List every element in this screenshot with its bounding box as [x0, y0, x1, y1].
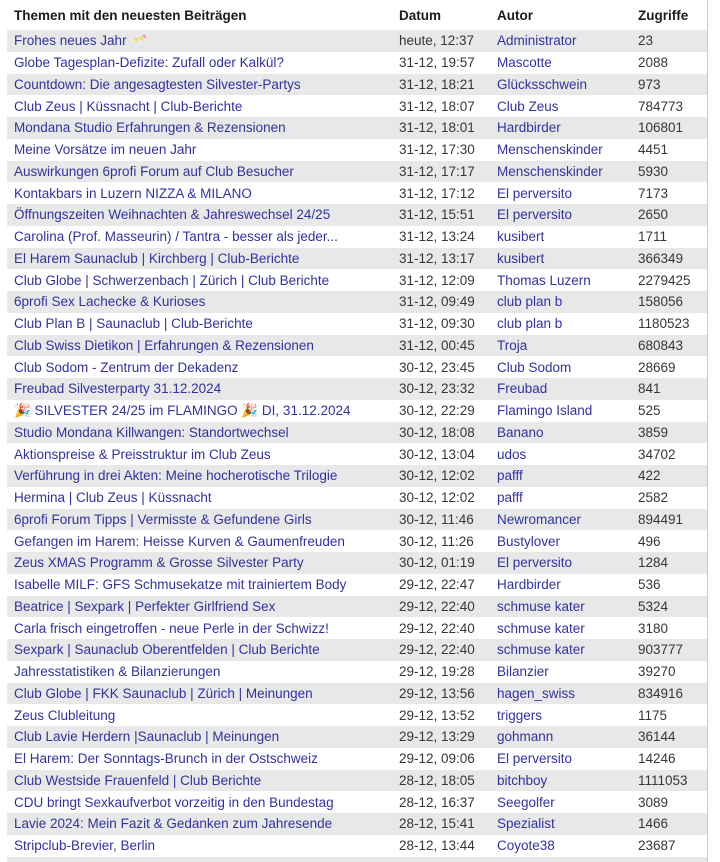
table-row: [7, 117, 707, 139]
topic-link[interactable]: Studio Mondana Killwangen: Standortwechsel: [14, 424, 289, 440]
topic-views: 23: [638, 33, 654, 49]
topic-views: 496: [638, 533, 661, 549]
table-row: [7, 291, 707, 313]
topic-views: 2650: [638, 207, 669, 223]
topic-views: 5324: [638, 598, 669, 614]
table-row: [7, 574, 707, 596]
topic-author-link[interactable]: Newromancer: [497, 511, 582, 527]
topic-link[interactable]: Meine Vorsätze im neuen Jahr: [14, 142, 197, 158]
topic-date: 31-12, 18:21: [399, 76, 475, 92]
topic-date: 31-12, 18:01: [399, 120, 475, 136]
column-header-author: Autor: [497, 7, 533, 23]
topic-date: 29-12, 09:06: [399, 751, 475, 767]
topic-views: 7173: [638, 185, 669, 201]
table-row: [7, 683, 707, 705]
topic-author-link[interactable]: Mascotte: [497, 55, 552, 71]
topic-author-link[interactable]: Bustylover: [497, 533, 561, 549]
table-row: [7, 182, 707, 204]
topic-link[interactable]: 🎉 SILVESTER 24/25 im FLAMINGO 🎉 DI, 31.12.2024: [14, 402, 351, 418]
topic-link[interactable]: Zeus Clubleitung: [14, 707, 116, 723]
topic-link[interactable]: Zeus XMAS Programm & Grosse Silvester Party: [14, 555, 304, 571]
table-row: [7, 269, 707, 291]
table-row: [7, 770, 707, 792]
topic-views: 2279425: [638, 272, 691, 288]
topic-views: 1711: [638, 229, 668, 245]
topic-link[interactable]: Carla frisch eingetroffen - neue Perle in der Schwizz!: [14, 620, 329, 636]
topic-author-link[interactable]: Glücksschwein: [497, 76, 588, 92]
topic-author-link[interactable]: Spezialist: [497, 816, 555, 832]
column-header-views: Zugriffe: [638, 7, 689, 23]
topic-author-link[interactable]: club plan b: [497, 316, 563, 332]
topic-date: 31-12, 15:51: [399, 207, 475, 223]
topic-link[interactable]: Auswirkungen 6profi Forum auf Club Besucher: [14, 163, 294, 179]
topic-views: 1466: [638, 816, 669, 832]
topic-link[interactable]: 6profi Sex Lachecke & Kurioses: [14, 294, 206, 310]
topic-link[interactable]: El Harem Saunaclub | Kirchberg | Club-Berichte: [14, 250, 300, 266]
table-row: [7, 400, 707, 422]
topic-author-link[interactable]: Banano: [497, 424, 544, 440]
topic-author-link[interactable]: El perversito: [497, 751, 573, 767]
topic-link[interactable]: Club Lavie Herdern |Saunaclub | Meinungen: [14, 729, 280, 745]
table-row: [7, 74, 707, 96]
topic-views: 366349: [638, 250, 684, 266]
topic-date: 30-12, 11:46: [399, 511, 474, 527]
topic-date: 29-12, 19:28: [399, 664, 475, 680]
topic-link[interactable]: Sexpark | Saunaclub Oberentfelden | Club Berichte: [14, 642, 320, 658]
topic-views: 525: [638, 403, 661, 419]
topic-link[interactable]: Stripclub-Brevier, Berlin: [14, 838, 156, 854]
topic-date: 29-12, 22:47: [399, 577, 475, 593]
topic-author-link[interactable]: Menschenskinder: [497, 142, 603, 158]
topic-date: 30-12, 22:29: [399, 403, 475, 419]
topic-views: 973: [638, 76, 661, 92]
topic-date: 31-12, 19:57: [399, 55, 475, 71]
topic-views: 39270: [638, 664, 676, 680]
topic-author-link[interactable]: schmuse kater: [497, 598, 585, 614]
topic-link[interactable]: Lavie 2024: Mein Fazit & Gedanken zum Jahresende: [14, 816, 333, 832]
topic-author-link[interactable]: pafff: [497, 490, 523, 506]
topic-date: 30-12, 18:08: [399, 424, 475, 440]
topic-author-link[interactable]: El perversito: [497, 185, 573, 201]
topic-date: 29-12, 13:56: [399, 685, 475, 701]
table-row: [7, 509, 707, 531]
topic-views: 1111053: [638, 772, 688, 788]
topic-author-link[interactable]: Bilanzier: [497, 664, 549, 680]
topic-author-link[interactable]: Coyote38: [497, 838, 555, 854]
topic-views: 5930: [638, 163, 669, 179]
topic-views: 34702: [638, 446, 676, 462]
topic-date: 30-12, 11:26: [399, 533, 474, 549]
topic-views: 903777: [638, 642, 684, 658]
topic-author-link[interactable]: triggers: [497, 707, 543, 723]
table-row: [7, 52, 707, 74]
topic-date: 29-12, 22:40: [399, 598, 475, 614]
column-header-topics: Themen mit den neuesten Beiträgen: [14, 7, 247, 23]
topic-author-link[interactable]: bitchboy: [497, 772, 548, 788]
topic-date: 29-12, 22:40: [399, 620, 475, 636]
topic-author-link[interactable]: schmuse kater: [497, 642, 585, 658]
topic-author-link[interactable]: Freubad: [497, 381, 548, 397]
topic-link[interactable]: Club Zeus | Küssnacht | Club-Berichte: [14, 98, 243, 114]
topic-link[interactable]: Kontakbars in Luzern NIZZA & MILANO: [14, 185, 252, 201]
topic-link[interactable]: Club Plan B | Saunaclub | Club-Berichte: [14, 316, 253, 332]
topic-views: 23687: [638, 838, 676, 854]
table-row: [7, 139, 707, 161]
topic-author-link[interactable]: Hardbirder: [497, 577, 561, 593]
topic-date: 30-12, 12:02: [399, 490, 475, 506]
topic-author-link[interactable]: Thomas Luzern: [497, 272, 591, 288]
table-header-row: [7, 0, 707, 30]
topic-views: 1180523: [638, 316, 690, 332]
table-row: [7, 835, 707, 857]
table-row: [7, 813, 707, 835]
topic-author-link[interactable]: El perversito: [497, 555, 573, 571]
topic-link[interactable]: Frohes neues Jahr 🥂: [14, 32, 148, 48]
topic-date: 31-12, 13:24: [399, 229, 475, 245]
table-row: [7, 617, 707, 639]
topic-link[interactable]: Globe Tagesplan-Defizite: Zufall oder Kalkül?: [14, 55, 284, 71]
topic-date: 31-12, 00:45: [399, 337, 475, 353]
topic-date: 31-12, 17:30: [399, 142, 475, 158]
table-row: [7, 530, 707, 552]
topic-date: 30-12, 23:32: [399, 381, 475, 397]
topic-link[interactable]: Isabelle MILF: GFS Schmusekatze mit trainiertem Body: [14, 577, 347, 593]
topic-link[interactable]: Gefangen im Harem: Heisse Kurven & Gaumenfreuden: [14, 533, 345, 549]
topic-views: 106801: [638, 120, 684, 136]
topic-author-link[interactable]: schmuse kater: [497, 620, 585, 636]
topic-link[interactable]: Club Westside Frauenfeld | Club Berichte: [14, 772, 262, 788]
topic-views: 2582: [638, 490, 669, 506]
topic-date: 28-12, 18:05: [399, 772, 475, 788]
topic-link[interactable]: Club Sodom - Zentrum der Dekadenz: [14, 359, 239, 375]
table-row: [7, 639, 707, 661]
table-row: [7, 204, 707, 226]
topic-date: 29-12, 13:29: [399, 729, 475, 745]
topic-views: 3180: [638, 620, 669, 636]
table-row: [7, 161, 707, 183]
topic-author-link[interactable]: club plan b: [497, 294, 563, 310]
topic-views: 894491: [638, 511, 684, 527]
table-row: [7, 313, 707, 335]
topic-views: 1284: [638, 555, 669, 571]
topic-views: 422: [638, 468, 661, 484]
table-row: [7, 95, 707, 117]
topic-author-link[interactable]: Seegolfer: [497, 794, 555, 810]
topic-date: 30-12, 13:04: [399, 446, 475, 462]
table-row: [7, 356, 707, 378]
topic-link[interactable]: 6profi Forum Tipps | Vermisste & Gefundene Girls: [14, 511, 312, 527]
topic-author-link[interactable]: udos: [497, 446, 527, 462]
topic-author-link[interactable]: hagen_swiss: [497, 685, 576, 701]
table-row: [7, 552, 707, 574]
topic-author-link[interactable]: Hardbirder: [497, 120, 561, 136]
topic-views: 4451: [638, 142, 669, 158]
topic-views: 3859: [638, 424, 669, 440]
topic-views: 28669: [638, 359, 676, 375]
table-row: [7, 726, 707, 748]
topic-link[interactable]: Freubad Silvesterparty 31.12.2024: [14, 381, 222, 397]
topic-author-link[interactable]: Flamingo Island: [497, 403, 593, 419]
topic-views: 1175: [638, 707, 668, 723]
topic-link[interactable]: Hermina | Club Zeus | Küssnacht: [14, 490, 212, 506]
topic-views: 680843: [638, 337, 684, 353]
table-row: [7, 465, 707, 487]
topic-author-link[interactable]: Menschenskinder: [497, 163, 603, 179]
topic-date: 31-12, 13:17: [399, 250, 475, 266]
topic-date: 30-12, 12:02: [399, 468, 475, 484]
topic-views: 2088: [638, 55, 669, 71]
topic-author-link[interactable]: Administrator: [497, 33, 577, 49]
topic-views: 536: [638, 577, 661, 593]
topic-views: 36144: [638, 729, 676, 745]
table-row: [7, 487, 707, 509]
topic-link[interactable]: Öffnungszeiten Weihnachten & Jahreswechsel 24/25: [14, 207, 331, 223]
topic-date: 28-12, 13:44: [399, 838, 475, 854]
topic-views: 834916: [638, 685, 684, 701]
topic-date: 30-12, 23:45: [399, 359, 475, 375]
table-row: [7, 422, 707, 444]
topic-views: 14246: [638, 751, 676, 767]
table-row: [7, 226, 707, 248]
topic-link[interactable]: Beatrice | Sexpark | Perfekter Girlfriend Sex: [14, 598, 276, 614]
topic-link[interactable]: El Harem: Der Sonntags-Brunch in der Ostschweiz: [14, 751, 318, 767]
topic-author-link[interactable]: gohmann: [497, 729, 554, 745]
topic-date: 31-12, 18:07: [399, 98, 475, 114]
topic-author-link[interactable]: pafff: [497, 468, 523, 484]
table-row: [7, 248, 707, 270]
topic-date: 29-12, 13:52: [399, 707, 475, 723]
topic-link[interactable]: CDU bringt Sexkaufverbot vorzeitig in den Bundestag: [14, 794, 334, 810]
topic-date: 28-12, 15:41: [399, 816, 475, 832]
topic-date: 30-12, 01:19: [399, 555, 475, 571]
topic-date: heute, 12:37: [399, 33, 475, 49]
topic-author-link[interactable]: Club Sodom: [497, 359, 572, 375]
topic-link[interactable]: Carolina (Prof. Masseurin) / Tantra - besser als jeder...: [14, 229, 338, 245]
topic-date: 29-12, 22:40: [399, 642, 475, 658]
topic-author-link[interactable]: El perversito: [497, 207, 573, 223]
table-row: [7, 30, 707, 52]
topic-author-link[interactable]: kusibert: [497, 229, 545, 245]
topic-date: 31-12, 12:09: [399, 272, 475, 288]
latest-topics-table: [7, 0, 708, 862]
topic-link[interactable]: Countdown: Die angesagtesten Silvester-Partys: [14, 76, 301, 92]
topic-author-link[interactable]: kusibert: [497, 250, 545, 266]
table-row: [7, 378, 707, 400]
topic-date: 31-12, 17:17: [399, 163, 475, 179]
table-row: [7, 748, 707, 770]
table-row: [7, 443, 707, 465]
topic-link[interactable]: Aktionspreise & Preisstruktur im Club Zeus: [14, 446, 271, 462]
topic-link[interactable]: Club Globe | FKK Saunaclub | Zürich | Meinungen: [14, 685, 313, 701]
partial-next-row: [7, 857, 707, 862]
table-row: [7, 661, 707, 683]
topic-link[interactable]: Club Globe | Schwerzenbach | Zürich | Club Berichte: [14, 272, 330, 288]
topic-link[interactable]: Mondana Studio Erfahrungen & Rezensionen: [14, 120, 286, 136]
topic-views: 784773: [638, 98, 684, 114]
table-row: [7, 704, 707, 726]
table-body: [7, 30, 707, 857]
topic-date: 31-12, 17:12: [399, 185, 475, 201]
topic-views: 158056: [638, 294, 684, 310]
topic-link[interactable]: Verführung in drei Akten: Meine hocherotische Trilogie: [14, 468, 338, 484]
topic-link[interactable]: Jahresstatistiken & Bilanzierungen: [14, 664, 221, 680]
topic-date: 31-12, 09:49: [399, 294, 475, 310]
topic-views: 841: [638, 381, 661, 397]
topic-date: 28-12, 16:37: [399, 794, 475, 810]
table-row: [7, 791, 707, 813]
topic-views: 3089: [638, 794, 669, 810]
topic-author-link[interactable]: Club Zeus: [497, 98, 559, 114]
table-row: [7, 596, 707, 618]
topic-author-link[interactable]: Troja: [497, 337, 528, 353]
topic-link[interactable]: Club Swiss Dietikon | Erfahrungen & Rezensionen: [14, 337, 314, 353]
table-row: [7, 335, 707, 357]
column-header-date: Datum: [399, 7, 442, 23]
topic-date: 31-12, 09:30: [399, 316, 475, 332]
